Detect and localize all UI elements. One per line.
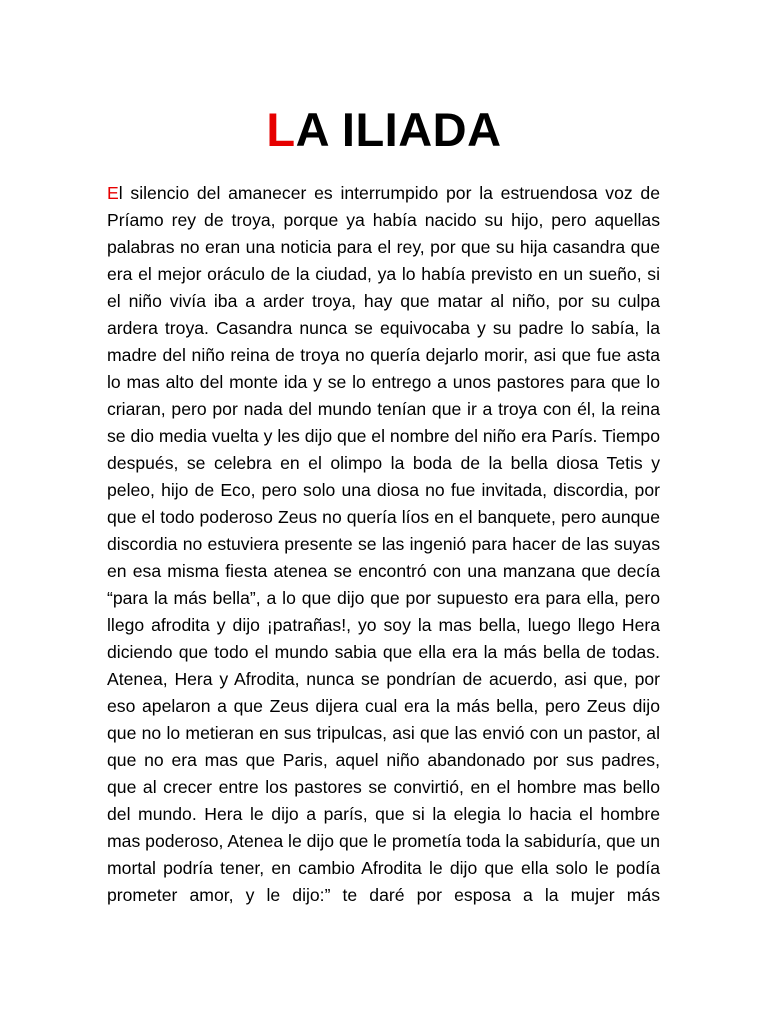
page-title <box>0 100 768 160</box>
paragraph-initial-letter: E <box>107 183 119 203</box>
title-text: A ILIADA <box>295 103 502 156</box>
title-initial-letter: L <box>266 103 296 156</box>
paragraph-text: l silencio del amanecer es interrumpido por la estruendosa voz de Príamo rey de troya, porque ya había nacido su hijo, pero aquellas palabras no eran una noticia para el rey, por que su hija casandra que era el mejor oráculo de la ciudad, ya lo había previsto en un sueño, si el niño vivía iba a arder troya, hay que matar al niño, por su culpa ardera troya. Casandra nunca se equivocaba y su padre lo sabía, la madre del niño reina de troya no quería dejarlo morir, asi que fue asta lo mas alto del monte ida y se lo entrego a unos pastores para que lo criaran, pero por nada del mundo tenían que ir a troya con él, la reina se dio media vuelta y les dijo que el nombre del niño era París. Tiempo después, se celebra en el olimpo la boda de la bella diosa Tetis y peleo, hijo de Eco, pero solo una diosa no fue invitada, discordia, por que el todo poderoso Zeus no quería líos en el banquete, pero aunque discordia no estuviera presente se las ingenió para hacer de las suyas en esa misma fiesta atenea se encontró con una manzana que decía “para la más bella”, a lo que dijo que por supuesto era para ella, pero llego afrodita y dijo ¡patrañas!, yo soy la mas bella, luego llego Hera diciendo que todo el mundo sabia que ella era la más bella de todas. Atenea, Hera y Afrodita, nunca se pondrían de acuerdo, asi que, por eso apelaron a que Zeus dijera cual era la más bella, pero Zeus dijo que no lo metieran en sus tripulcas, asi que las envió con un pastor, al que no era mas que Paris, aquel niño abandonado por sus padres, que al crecer entre los pastores se convirtió, en el hombre mas bello del mundo. Hera le dijo a parís, que si la elegia lo hacia el hombre mas poderoso, Atenea le dijo que le prometía toda la sabiduría, que un mortal podría tener, en cambio Afrodita le dijo que ella solo le podía prometer amor, y le dijo:” te daré por esposa a la mujer más <box>107 183 660 905</box>
body-paragraph <box>107 180 660 909</box>
